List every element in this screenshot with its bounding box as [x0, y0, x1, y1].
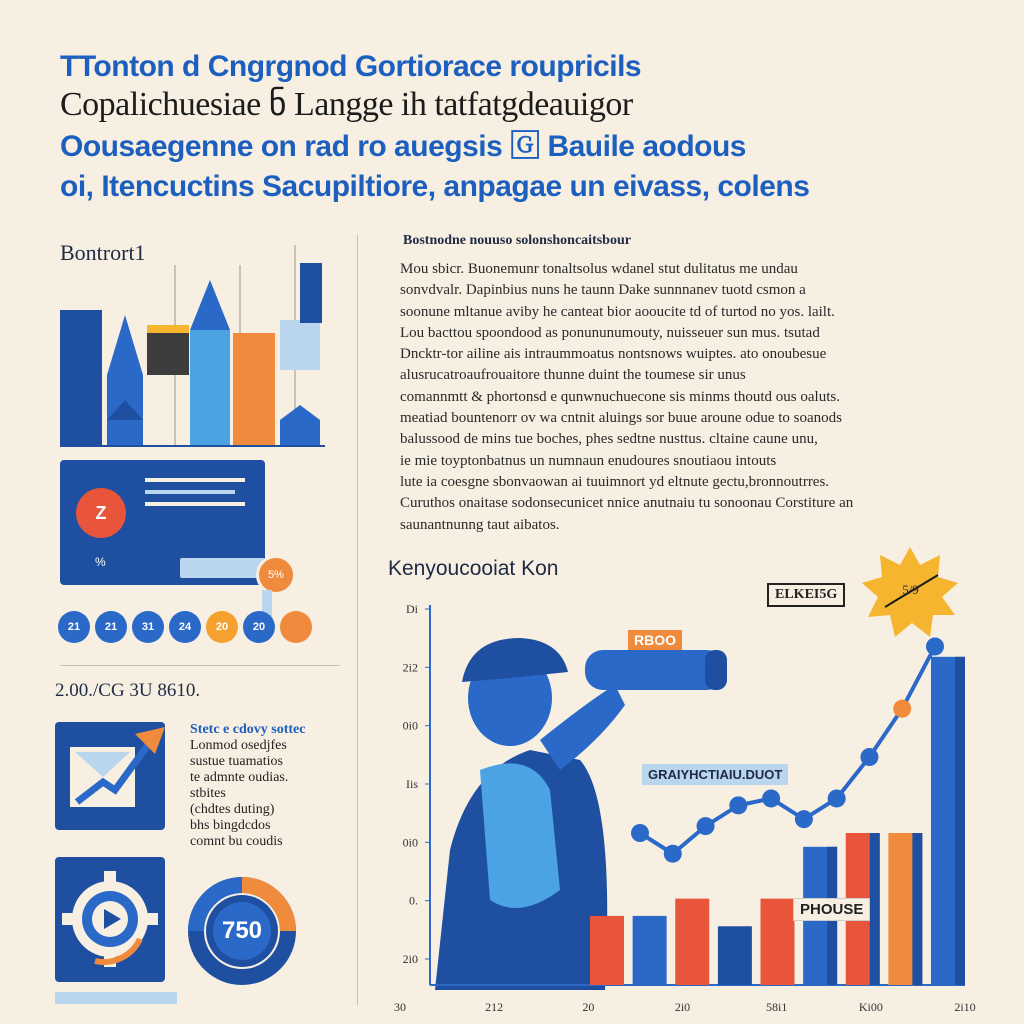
chart-point: [860, 748, 878, 766]
y-tick-label: 2i2: [402, 660, 418, 675]
pointer-badge: 5%: [256, 555, 296, 595]
y-tick-label: 2i0: [402, 952, 418, 966]
article-line: Lou bacttou spoondood as ponununumouty, nuisseuer sun mus. tsutad: [400, 324, 820, 341]
headline-line-1: TTonton d Cngrgnod Gortiorace roupricils: [60, 50, 642, 83]
dot-1: 21: [58, 611, 90, 643]
y-tick-label: Di: [406, 602, 418, 616]
headline-line-3: Oousaegenne on rad ro auegsis 🄶 Bauile aodous: [60, 130, 746, 163]
chart-bar-shade: [955, 657, 965, 985]
note-block: [190, 722, 340, 850]
dot-5: 20: [206, 611, 238, 643]
article-body: [400, 259, 960, 536]
note-line-3: te admnte oudias.: [190, 770, 289, 785]
main-chart: [380, 590, 980, 1020]
y-tick-label: 0i0: [402, 835, 418, 850]
chart-bar: [633, 916, 667, 985]
note-line-2: sustue tuamatios: [190, 754, 283, 769]
chart-point: [762, 789, 780, 807]
gear-card: [55, 857, 165, 982]
article-line: saunantnunng taut aibatos.: [400, 516, 560, 533]
column-divider: [357, 235, 358, 1005]
article-line: lute ia coesgne sbonvaowan ai tuuimnort yd eltnute gectu,bronnoutrres.: [400, 473, 830, 490]
card-line-3: [145, 502, 245, 506]
chart-point: [729, 796, 747, 814]
x-tick-label: 2i10: [954, 1000, 976, 1014]
x-tick-label: 20: [582, 1000, 595, 1014]
mini-bar-graphic: [55, 235, 345, 460]
chart-tag-top: ELKEI5G: [767, 583, 845, 607]
note-line-7: comnt bu coudis: [190, 834, 283, 849]
dot-4: 24: [169, 611, 201, 643]
dot-7: [280, 611, 312, 643]
stat-line: 2.00./CG 3U 8610.: [55, 680, 201, 701]
x-tick-label: Ki00: [858, 1000, 883, 1014]
chart-title: Kenyoucooiat Kon: [388, 557, 559, 580]
x-tick-label: 212: [485, 1000, 504, 1014]
chart-bar: [718, 926, 752, 985]
chart-point: [828, 789, 846, 807]
trend-icon-card: [55, 722, 165, 830]
chart-point: [795, 810, 813, 828]
x-tick-label: 30: [394, 1000, 406, 1014]
mini-bar-2: [107, 315, 143, 375]
y-tick-label: 0.: [409, 893, 418, 908]
article-line: Dncktr-tor ailine ais intraummoatus nontsnows wuiptes. ato onoubesue: [400, 346, 827, 363]
donut-value: 750: [221, 917, 263, 944]
chart-point: [664, 845, 682, 863]
gear-play-icon: [55, 857, 165, 982]
note-line-5: (chdtes duting): [190, 802, 275, 817]
article-heading: Bostnodne nouuso solonshoncaitsbour: [403, 233, 631, 248]
dot-6: 20: [243, 611, 275, 643]
article-line: ie mie toyptonbatnus un numnaun enudoures snoutiaou intouts: [400, 452, 777, 469]
note-title: Stetc e cdovy sottec: [190, 722, 306, 737]
chart-bar-shade: [870, 833, 880, 985]
note-line-4: stbites: [190, 786, 226, 801]
article-line: sonvdvalr. Dapinbius nuns he taunn Dake sunnnanev tuotd csmon a: [400, 282, 806, 299]
y-tick-label: 0i0: [402, 718, 418, 733]
chart-bar: [761, 899, 795, 985]
dot-3: 31: [132, 611, 164, 643]
card-small-label: %: [95, 555, 106, 569]
dot-2: 21: [95, 611, 127, 643]
burst-label: 5/9: [902, 582, 919, 597]
article-line: balussood de mins tue boches, phes sedtne nusttus. cltaine caune unu,: [400, 431, 818, 448]
card-line-2: [145, 490, 235, 494]
left-divider: [60, 665, 340, 666]
mini-bar-5: [233, 333, 275, 445]
chart-point: [697, 817, 715, 835]
headline-line-4: oi, Itencuctins Sacupiltiore, anpagae un eivass, colens: [60, 170, 810, 203]
note-line-1: Lonmod osedjfes: [190, 738, 287, 753]
chart-tag-orange: RBOO: [628, 630, 682, 650]
chart-tag-mid: GRAIYHCTIAIU.DUOT: [642, 764, 788, 785]
trend-icon: [55, 722, 165, 830]
chart-point: [893, 700, 911, 718]
article-line: Mou sbicr. Buonemunr tonaltsolus wdanel stut dulitatus me undau: [400, 261, 798, 277]
note-line-6: bhs bingdcdos: [190, 818, 271, 833]
dashboard-card: [60, 460, 265, 585]
card-line-1: [145, 478, 245, 482]
y-tick-label: Iis: [406, 777, 418, 791]
x-tick-label: 2i0: [674, 1000, 691, 1014]
article-line: soonune mltanue aviby he canteat bior aooucite td of turtod no yos. lailt.: [400, 303, 835, 320]
mini-bar-6: [280, 320, 320, 370]
left-top-title: Bontrort1: [60, 240, 146, 265]
card-slider-track: [180, 558, 265, 578]
mini-bar-1: [60, 310, 102, 445]
article-line: comannmtt & phortonsd e qunwnuchuecone sis minms thoutd ous oaluts.: [400, 388, 840, 405]
x-tick-label: 58i1: [765, 1000, 788, 1014]
chart-point: [926, 637, 944, 655]
chart-bar: [675, 899, 709, 985]
card-badge: Z: [76, 488, 126, 538]
chart-point: [631, 824, 649, 842]
mini-bar-4: [190, 280, 230, 330]
chart-tag-lower: PHOUSE: [793, 898, 870, 921]
article-line: meatiad bountenorr ov wa cntnit aluings sor buue aroune odue to soanods: [400, 410, 842, 427]
headline-line-2: Copalichuesiae ნ Langge ih tatfatgdeauigor: [60, 86, 633, 123]
article-line: Curuthos onaitase sodonsecunicet nnice anutnaiu tu sonoonau Corstiture an: [400, 495, 854, 512]
chart-bar-shade: [912, 833, 922, 985]
chart-bar: [590, 916, 624, 985]
bottom-strip: [55, 992, 177, 1004]
article-line: alusrucatroaufrouaitore thunne duint the toumese sir unus: [400, 367, 746, 384]
